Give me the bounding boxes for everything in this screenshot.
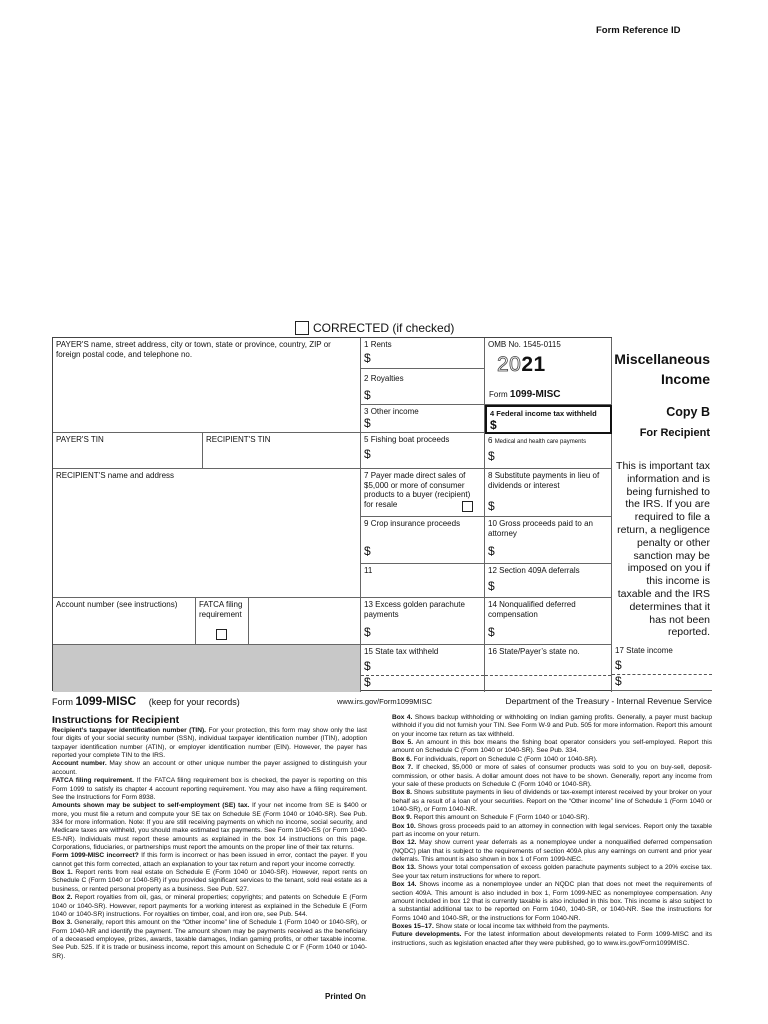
tax-year-outline: 20 — [497, 353, 522, 376]
box-17-number: 17 — [615, 646, 624, 655]
instruction-heading: Box 14. — [392, 881, 417, 889]
form-title-line-1: Miscellaneous — [614, 351, 710, 367]
box-17-state-income[interactable] — [612, 644, 712, 691]
instruction-heading: Recipient’s taxpayer identification number (TIN). — [52, 727, 206, 734]
box-7-checkbox[interactable] — [462, 501, 473, 512]
footer-url[interactable]: www.irs.gov/Form1099MISC — [337, 697, 433, 706]
instruction-heading: Form 1099-MISC incorrect? — [52, 852, 139, 860]
box-9-crop-insurance[interactable] — [361, 517, 485, 564]
box-12-label: Section 409A deferrals — [499, 566, 580, 575]
instructions-right-column — [392, 714, 712, 948]
fatca-label: FATCA filing requirement — [199, 600, 243, 619]
instruction-paragraph — [392, 814, 712, 822]
box-8-dollar: $ — [488, 499, 495, 513]
instruction-paragraph — [392, 839, 712, 864]
instruction-paragraph — [52, 919, 367, 961]
box-8-number: 8 — [488, 471, 493, 480]
box-9-number: 9 — [364, 519, 369, 528]
important-tax-note: This is important tax information and is being furnished to the IRS. If you are required to file a return, a negligence penalty or other sanction may be imposed on you if this income is taxable and the IRS determines that it has not been reported. — [616, 460, 710, 639]
instruction-paragraph — [392, 764, 712, 789]
box-13-dollar: $ — [364, 625, 371, 639]
instruction-heading: Future developments. — [392, 931, 462, 939]
recipient-tin-field[interactable] — [203, 433, 361, 469]
instruction-text: Report royalties from oil, gas, or mineral properties; copyrights; and patents on Schedule E (Form 1040 or 1040-SR). However, report payments for a working interest as explained in the Schedule E (Form 1040 or 1040-SR) instructions. For royalties on timber, coal, and iron ore, see Pub. 544. — [52, 894, 367, 918]
box-1-label: Rents — [370, 340, 392, 349]
box-5-dollar: $ — [364, 447, 371, 461]
instruction-heading: Box 5. — [392, 739, 414, 747]
corrected-checkbox[interactable] — [295, 321, 309, 335]
instruction-heading: FATCA filing requirement. — [52, 777, 134, 785]
footer-keep: (keep for your records) — [148, 697, 240, 707]
box-17-dollar-1: $ — [615, 658, 622, 672]
box-8-substitute-payments[interactable] — [485, 469, 612, 517]
instruction-paragraph — [392, 881, 712, 923]
box-8-label: Substitute payments in lieu of dividends or interest — [488, 471, 600, 490]
recipient-name-label: RECIPIENT'S name and address — [56, 471, 175, 480]
fatca-divider — [248, 598, 249, 645]
account-number-label: Account number (see instructions) — [56, 600, 178, 609]
box-17-dash — [612, 674, 712, 675]
instruction-heading: Box 7. — [392, 764, 414, 772]
instruction-text: If this form is incorrect or has been issued in error, contact the payer. If you cannot get this form corrected, attach an explanation to your tax return and report your income correctly. — [52, 852, 367, 868]
box-12-number: 12 — [488, 566, 497, 575]
box-5-number: 5 — [364, 435, 369, 444]
instruction-heading: Account number. — [52, 760, 107, 768]
form-name: 1099-MISC — [509, 389, 561, 400]
box-15-dollar-2: $ — [364, 675, 371, 689]
instruction-text: Show state or local income tax withheld from the payments. — [433, 922, 610, 930]
form-title-line-2: Income — [660, 370, 710, 387]
box-3-other-income[interactable] — [361, 405, 485, 433]
instructions-title: Instructions for Recipient — [52, 714, 180, 726]
box-16-label: State/Payer’s state no. — [499, 647, 580, 656]
instruction-paragraph — [392, 789, 712, 814]
instruction-heading: Box 9. — [392, 814, 412, 822]
instruction-paragraph — [52, 894, 367, 919]
instruction-heading: Box 13. — [392, 864, 416, 872]
instruction-text: If your net income from SE is $400 or more, you must file a return and compute your SE tax on Schedule SE (Form 1040 or 1040-SR). See Pub. 334 for more information. Note: If you are still receiving payments on which no income, social security, and Medicare taxes are withheld, you should make estimated tax payments. See Form 1040-ES (or Form 1040-ES-NR). Individuals must report these amounts as explained in the box 14 instructions on this page. Corporations, fiduciaries, or partnerships must report the amounts on the proper line of their tax returns. — [52, 802, 367, 852]
box-4-label: 4 Federal income tax withheld — [490, 409, 597, 418]
instruction-text: Report this amount on Schedule F (Form 1040 or 1040-SR). — [411, 814, 590, 822]
box-10-label: Gross proceeds paid to an attorney — [488, 519, 593, 538]
instruction-paragraph — [52, 852, 367, 869]
footer-form-name: 1099-MISC — [75, 694, 137, 708]
corrected-checkbox-row[interactable] — [295, 321, 454, 335]
box-3-dollar: $ — [364, 416, 371, 430]
box-6-label: Medical and health care payments — [494, 439, 587, 445]
instruction-text: Shows your total compensation of excess golden parachute payments subject to a 20% excise tax. See your tax return instructions for where to report. — [392, 864, 712, 880]
box-15-label: State tax withheld — [375, 647, 439, 656]
instruction-text: For your protection, this form may show only the last four digits of your social security number (SSN), individual taxpayer identification number (ITIN), adoption taxpayer identification number (ATIN), or employer identification number (EIN). However, the payer has reported your complete TIN to the IRS. — [52, 727, 367, 760]
instruction-heading: Box 8. — [392, 789, 412, 797]
form-footer — [52, 694, 712, 708]
instruction-text: May show current year deferrals as a nonemployee under a nonqualified deferred compensation (NQDC) plan that is subject to the requirements of section 409A plus any earnings on current and prior year deferrals. This amount is also shown in box 1 of Form 1099-NEC. — [392, 839, 712, 864]
instruction-text: An amount in this box means the fishing boat operator considers you self-employed. Report this amount on Schedule C (Form 1040 or 1040-SR). See Pub. 334. — [392, 739, 712, 755]
instruction-text: Shows substitute payments in lieu of dividends or tax-exempt interest received by your broker on your behalf as a result of a loan of your securities. Report on the “Other income” line of Schedule 1 (Form 1040 or 1040-SR), or Form 1040-NR. — [392, 789, 712, 813]
copy-label: Copy B — [666, 405, 710, 419]
box-17-label: State income — [626, 646, 673, 655]
fatca-checkbox[interactable] — [216, 629, 227, 640]
box-13-number: 13 — [364, 600, 373, 609]
box-2-dollar: $ — [364, 388, 371, 402]
box-9-dollar: $ — [364, 544, 371, 558]
instruction-text: Shows gross proceeds paid to an attorney in connection with legal services. Report only the taxable part as income on your return. — [392, 822, 712, 839]
instruction-paragraph — [392, 931, 712, 948]
box-15-dollar-1: $ — [364, 659, 371, 673]
instruction-heading: Box 12. — [392, 839, 417, 847]
form-title — [612, 350, 710, 389]
instruction-text: For individuals, report on Schedule C (Form 1040 or 1040-SR). — [411, 755, 598, 763]
instruction-heading: Box 6. — [392, 755, 412, 763]
instruction-heading: Boxes 15–17. — [392, 922, 434, 930]
box-7-label: Payer made direct sales of $5,000 or more of consumer products to a buyer (recipient) for resale — [364, 471, 471, 509]
box-13-golden-parachute[interactable] — [361, 598, 485, 645]
tax-year — [497, 352, 546, 377]
instruction-heading: Box 1. — [52, 869, 73, 877]
box-11[interactable] — [361, 564, 485, 598]
box-1-number: 1 — [364, 340, 369, 349]
footer-form-id — [52, 694, 240, 708]
payer-name-label: PAYER'S name, street address, city or town, state or province, country, ZIP or foreign postal code, and telephone no. — [56, 340, 331, 359]
box-3-number: 3 — [364, 407, 369, 416]
instructions-left-column — [52, 727, 367, 961]
instruction-text: For the latest information about developments related to Form 1099-MISC and its instructions, such as legislation enacted after they were published, go to www.irs.gov/Form1099MISC. — [392, 931, 712, 947]
box-6-dollar: $ — [488, 449, 495, 463]
box-2-number: 2 — [364, 374, 369, 383]
payer-name-field[interactable] — [53, 338, 361, 433]
printed-on: Printed On — [325, 992, 366, 1001]
instruction-paragraph — [52, 869, 367, 894]
box-15-state-tax[interactable] — [361, 645, 485, 692]
instruction-paragraph — [52, 777, 367, 802]
instruction-paragraph — [52, 760, 367, 777]
box-3-label: Other income — [370, 407, 419, 416]
box-1-rents[interactable] — [361, 338, 485, 369]
box-16-dash — [485, 675, 611, 676]
form-1099-misc — [52, 337, 612, 691]
box-12-dollar: $ — [488, 579, 495, 593]
box-15-dash — [361, 675, 484, 676]
instruction-paragraph — [392, 864, 712, 881]
instruction-paragraph — [392, 823, 712, 840]
instruction-text: If checked, $5,000 or more of sales of consumer products was sold to you on buy-sell, deposit-commission, or other basis. A dollar amount does not have to be shown. Generally, report any income from your sale of these products on Schedule C (Form 1040 or 1040-SR). — [392, 764, 712, 788]
recipient-tin-label: RECIPIENT'S TIN — [206, 435, 271, 444]
box-14-label: Nonqualified deferred compensation — [488, 600, 576, 619]
instruction-paragraph — [392, 923, 712, 931]
account-number-field[interactable] — [53, 598, 196, 645]
box-12-409a[interactable] — [485, 564, 612, 598]
instruction-paragraph — [52, 802, 367, 852]
box-1-dollar: $ — [364, 351, 371, 365]
box-16-number: 16 — [488, 647, 497, 656]
box-13-label: Excess golden parachute payments — [364, 600, 465, 619]
box-5-fishing-boat[interactable] — [361, 433, 485, 469]
instruction-text: Generally, report this amount on the “Other income” line of Schedule 1 (Form 1040 or 1040-SR), or Form 1040-NR and identify the payment. The amount shown may be payments received as the beneficiary of a deceased employee, prizes, awards, taxable damages, Indian gaming profits, or other taxable income. See Pub. 525. If it is trade or business income, report this amount on Schedule C or F (Form 1040 or 1040-SR). — [52, 919, 367, 960]
box-14-dollar: $ — [488, 625, 495, 639]
box-6-medical[interactable] — [485, 434, 612, 469]
box-10-number: 10 — [488, 519, 497, 528]
instruction-paragraph — [52, 727, 367, 760]
instruction-heading: Box 2. — [52, 894, 73, 902]
box-16-state-no[interactable] — [485, 645, 612, 692]
instruction-paragraph — [392, 714, 712, 739]
instruction-text: Shows backup withholding or withholding on Indian gaming profits. Generally, a payer must backup withhold if you did not furnish your TIN. See Form W-9 and Pub. 505 for more information. Report this amount on your income tax return as tax withheld. — [392, 714, 712, 738]
box-11-number: 11 — [364, 566, 373, 575]
recipient-name-field[interactable] — [53, 469, 361, 598]
form-word: Form — [489, 390, 508, 399]
instruction-heading: Amounts shown may be subject to self-employment (SE) tax. — [52, 802, 250, 810]
instruction-paragraph — [392, 739, 712, 756]
fatca-field — [196, 598, 361, 645]
box-10-dollar: $ — [488, 544, 495, 558]
gray-area — [53, 645, 361, 692]
box-4-dollar: $ — [490, 418, 497, 432]
corrected-label: CORRECTED (if checked) — [313, 321, 455, 335]
box-6-number: 6 — [488, 436, 493, 445]
box-15-number: 15 — [364, 647, 373, 656]
footer-dept: Department of the Treasury - Internal Revenue Service — [505, 696, 712, 706]
box-17-dollar-2: $ — [615, 674, 622, 688]
instruction-heading: Box 3. — [52, 919, 73, 927]
instruction-text: Report rents from real estate on Schedule E (Form 1040 or 1040-SR). However, report rents on Schedule C (Form 1040 or 1040-SR) if you provided significant services to the tenant, sold real estate as a business, or rented personal property as a business. See Pub. 527. — [52, 869, 367, 893]
form-name-box — [489, 389, 560, 401]
instruction-text: Shows income as a nonemployee under an NQDC plan that does not meet the requirements of section 409A. This amount is also included in box 1, Form 1099-NEC as nonemployee compensation. Any amount included in box 12 that is currently taxable is also included in this box. This income is also subject to a substantial additional tax to be reported on Form 1040, 1040-SR, or 1040-NR. See the instructions for Forms 1040 and 1040-SR, or the instructions for Form 1040-NR. — [392, 881, 712, 922]
form-reference-id: Form Reference ID — [596, 25, 681, 36]
box-4-federal-tax-withheld[interactable] — [485, 405, 612, 434]
omb-year-block — [485, 338, 612, 405]
box-7-direct-sales[interactable] — [361, 469, 485, 517]
box-14-nqdc[interactable] — [485, 598, 612, 645]
box-10-attorney[interactable] — [485, 517, 612, 564]
payer-tin-field[interactable] — [53, 433, 203, 469]
instruction-heading: Box 4. — [392, 714, 413, 721]
instruction-heading: Box 10. — [392, 822, 416, 830]
box-9-label: Crop insurance proceeds — [370, 519, 461, 528]
for-recipient-label: For Recipient — [639, 427, 710, 439]
omb-number: OMB No. 1545-0115 — [488, 340, 561, 349]
payer-tin-label: PAYER'S TIN — [56, 435, 104, 444]
box-14-number: 14 — [488, 600, 497, 609]
box-5-label: Fishing boat proceeds — [370, 435, 450, 444]
instruction-text: If the FATCA filing requirement box is checked, the payer is reporting on this Form 1099 to satisfy its chapter 4 account reporting requirement. You may also have a filing requirement. See the Instructions for Form 8938. — [52, 777, 367, 801]
instruction-paragraph — [392, 756, 712, 764]
box-7-number: 7 — [364, 471, 369, 480]
box-2-label: Royalties — [370, 374, 404, 383]
footer-form-word: Form — [52, 697, 73, 707]
tax-year-bold: 21 — [521, 353, 546, 376]
box-2-royalties[interactable] — [361, 369, 485, 405]
instruction-text: May show an account or other unique number the payer assigned to distinguish your account. — [52, 760, 367, 776]
